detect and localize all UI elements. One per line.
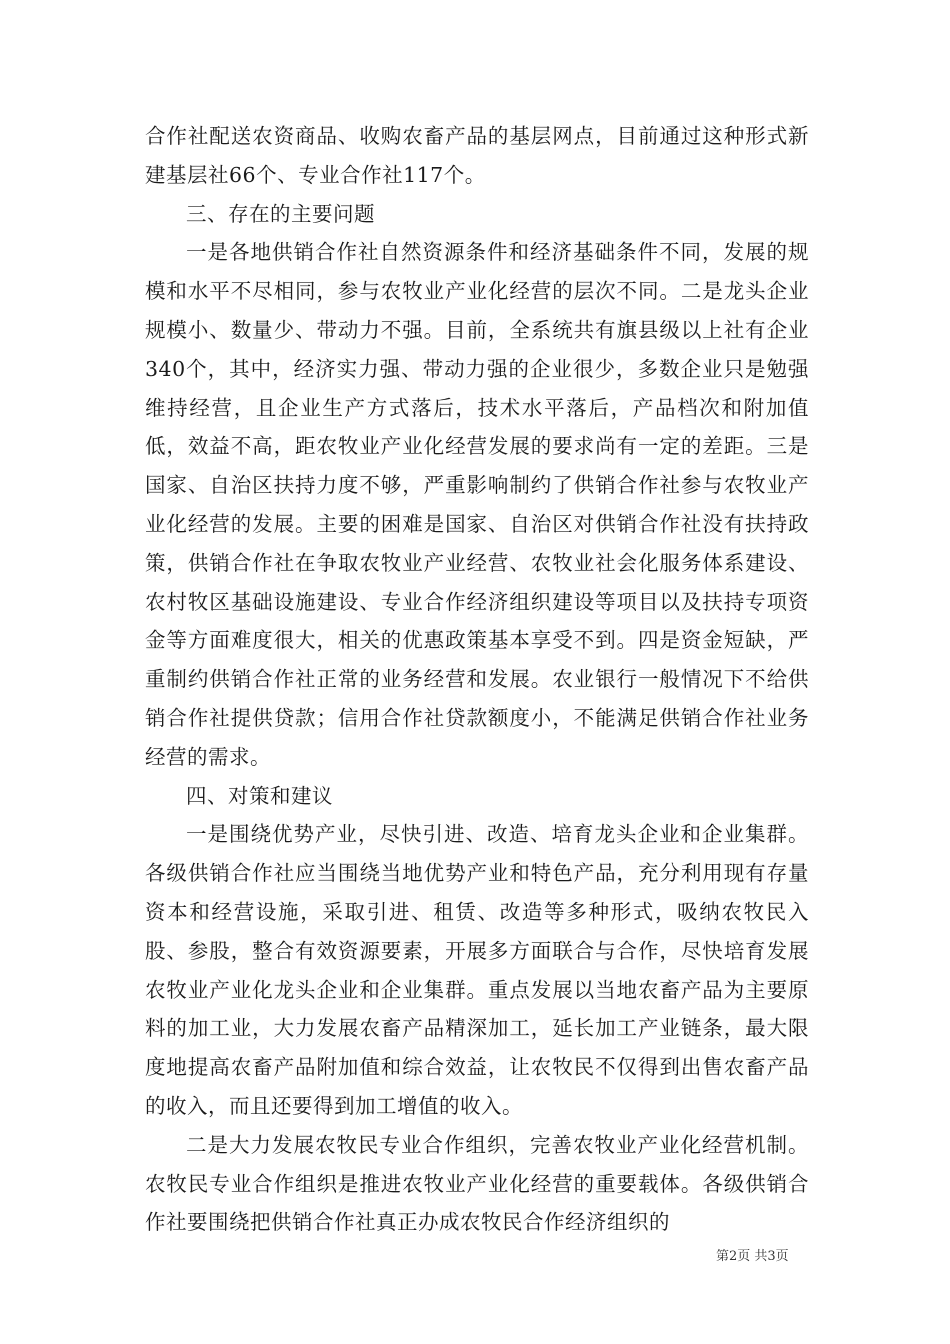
section-heading-problems: 三、存在的主要问题 <box>186 201 375 226</box>
paragraph-continuation: 合作社配送农资商品、收购农畜产品的基层网点，目前通过这种形式新建基层社66个、专业合作社117个。 <box>145 124 809 187</box>
section-heading-suggestions: 四、对策和建议 <box>186 783 333 808</box>
paragraph-suggestion-one: 一是围绕优势产业，尽快引进、改造、培育龙头企业和企业集群。各级供销合作社应当围绕当地优势产业和特色产品，充分利用现有存量资本和经营设施，采取引进、租赁、改造等多种形式，吸纳农牧民入股、参股，整合有效资源要素，开展多方面联合与合作，尽快培育发展农牧业产业化龙头企业和企业集群。重点发展以当地农畜产品为主要原料的加工业，大力发展农畜产品精深加工，延长加工产业链条，最大限度地提高农畜产品附加值和综合效益，让农牧民不仅得到出售农畜产品的收入，而且还要得到加工增值的收入。 <box>145 822 809 1118</box>
paragraph-problems: 一是各地供销合作社自然资源条件和经济基础条件不同，发展的规模和水平不尽相同，参与农牧业产业化经营的层次不同。二是龙头企业规模小、数量少、带动力不强。目前，全系统共有旗县级以上社有企业340个，其中，经济实力强、带动力强的企业很少，多数企业只是勉强维持经营，且企业生产方式落后，技术水平落后，产品档次和附加值低，效益不高，距农牧业产业化经营发展的要求尚有一定的差距。三是国家、自治区扶持力度不够，严重影响制约了供销合作社参与农牧业产业化经营的发展。主要的困难是国家、自治区对供销合作社没有扶持政策，供销合作社在争取农牧业产业经营、农牧业社会化服务体系建设、农村牧区基础设施建设、专业合作经济组织建设等项目以及扶持专项资金等方面难度很大，相关的优惠政策基本享受不到。四是资金短缺，严重制约供销合作社正常的业务经营和发展。农业银行一般情况下不给供销合作社提供贷款；信用合作社贷款额度小，不能满足供销合作社业务经营的需求。 <box>145 240 809 769</box>
paragraph-suggestion-two: 二是大力发展农牧民专业合作组织，完善农牧业产业化经营机制。农牧民专业合作组织是推进农牧业产业化经营的重要载体。各级供销合作社要围绕把供销合作社真正办成农牧民合作经济组织的 <box>145 1132 809 1235</box>
document-body <box>145 117 809 1242</box>
page-number-footer: 第2页 共3页 <box>716 1249 789 1264</box>
